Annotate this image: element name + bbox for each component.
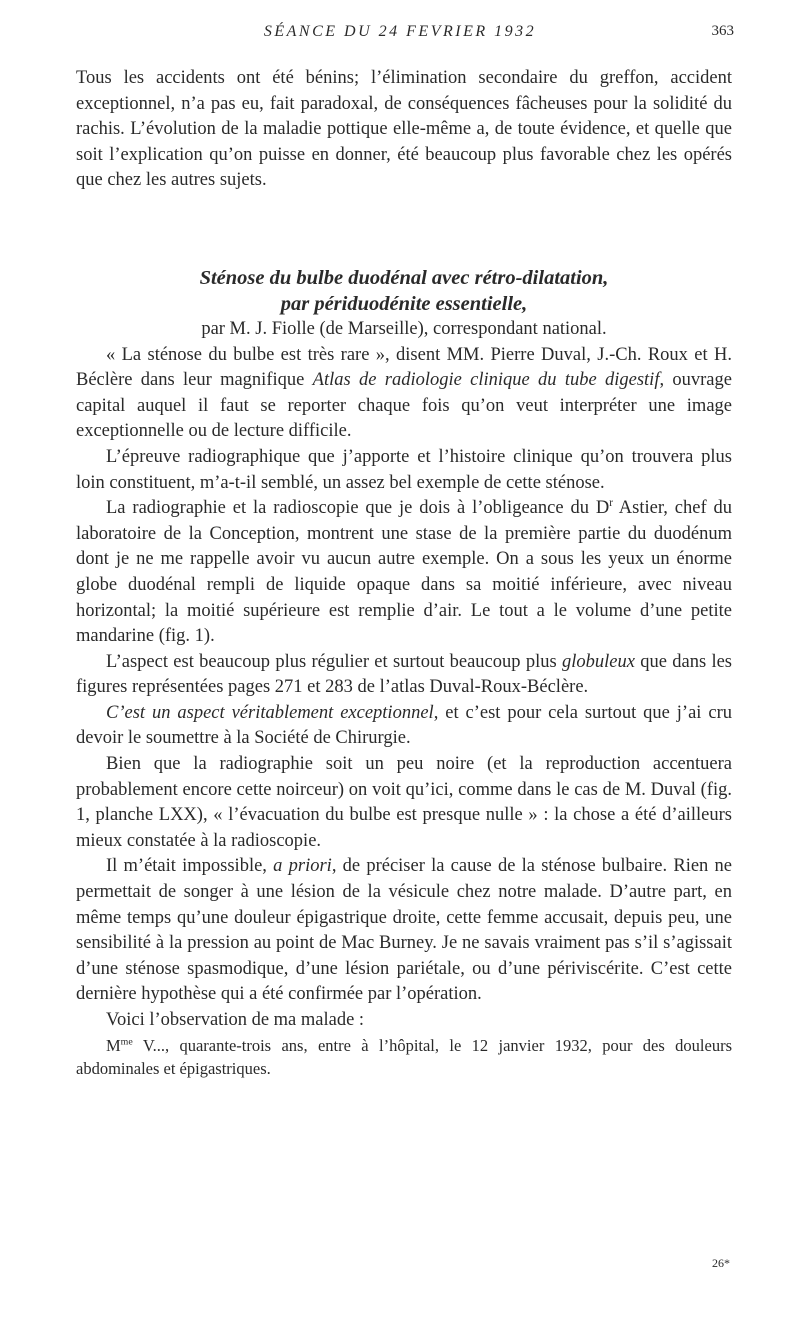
p7-text-c: , de préciser la cause de la sténose bulbaire. Rien ne permettait de songer à une lésion de la vésicule chez notre malade. D’autre part, en même temps qu’une douleur épigastrique droite, cette femme accusait, depuis peu, une sensibilité à la pression au point de Mac Burney. Je ne savais vraiment pas s’il s’agissait d’une sténose spasmodique, d’une lésion pariétale, ou d’une périviscérite. C’est cette dernière hypothèse qui a été confirmée par l’opération. — [76, 856, 732, 1005]
p1-book-title: Atlas de radiologie clinique du tube digestif — [312, 370, 660, 391]
p5-text-b: , et c’est pour cela surtout que j’ai cru devoir le soumettre à la Société de Chirurgie. — [76, 702, 732, 749]
body-paragraph-5 — [76, 701, 732, 752]
running-head — [0, 20, 800, 46]
body-paragraph-6: Bien que la radiographie soit un peu noire (et la reproduction accentuera probablement encore cette noirceur) on voit qu’ici, comme dans le cas de M. Duval (fig. 1, planche LXX), « l’évacuation du bulbe est presque nulle » : la chose a été d’ailleurs mieux constatée à la radioscopie. — [76, 754, 732, 851]
obs-text: V..., quarante-trois ans, entre à l’hôpital, le 12 janvier 1932, pour des douleurs abdominales et épigastriques. — [76, 1035, 732, 1078]
page-content — [76, 66, 732, 1080]
p7-text-a: Il m’était impossible, — [106, 856, 274, 877]
observation-paragraph — [76, 1034, 732, 1080]
article-title-line1: Sténose du bulbe duodénal avec rétro-dilatation, — [199, 266, 609, 289]
p7-italic: a priori — [273, 856, 332, 877]
body-paragraph-4 — [76, 650, 732, 701]
running-title: SÉANCE DU 24 FEVRIER 1932 — [263, 23, 537, 40]
article-byline: par M. J. Fiolle (de Marseille), correspondant national. — [201, 318, 607, 339]
body-paragraph-7 — [76, 854, 732, 1008]
p3-superscript: r — [609, 496, 613, 509]
p4-text-a: L’aspect est beaucoup plus régulier et surtout beaucoup plus — [106, 651, 562, 672]
p3-text-a: La radiographie et la radioscopie que je dois à l’obligeance du D — [106, 498, 610, 519]
body-paragraph-3 — [76, 496, 732, 650]
obs-prefix: M — [106, 1035, 121, 1055]
intro-paragraph: Tous les accidents ont été bénins; l’élimination secondaire du greffon, accident exceptionnel, n’a pas eu, fait paradoxal, de conséquences fâcheuses pour la solidité du rachis. L’évolution de la maladie pottique elle-même a, de toute évidence, et quelle que soit l’explication qu’on puisse en donner, été beaucoup plus favorable chez les opérés que chez les autres sujets. — [76, 68, 732, 191]
signature-mark: 26* — [712, 1256, 730, 1270]
p4-italic: globuleux — [561, 651, 635, 672]
p3-text-b: Astier, chef du laboratoire de la Conception, montrent une stase de la première partie du duodénum dont je ne me rappelle avoir vu aucun autre exemple. On a sous les yeux un énorme globe duodénal rempli de liquide opaque dans sa moitié inférieure, avec niveau horizontal; la moitié supérieure est remplie d’air. Le tout a le volume d’une petite mandarine (fig. 1). — [76, 498, 732, 647]
p1-text-c: , ouvrage capital auquel il faut se reporter chaque fois qu’on veut interpréter une image exceptionnelle ou de lecture difficile. — [76, 370, 732, 442]
obs-superscript: me — [120, 1036, 133, 1048]
body-paragraph-8: Voici l’observation de ma malade : — [106, 1010, 365, 1030]
article-title-line2: par périduodénite essentielle, — [280, 292, 528, 315]
page-number: 363 — [711, 23, 734, 39]
p4-text-c: que dans les figures représentées pages 271 et 283 de l’atlas Duval-Roux-Béclère. — [76, 651, 732, 698]
p5-italic: C’est un aspect véritablement exceptionnel — [106, 702, 434, 723]
body-paragraph-1 — [76, 343, 732, 445]
p1-text-a: « La sténose du bulbe est très rare », disent MM. Pierre Duval, J.-Ch. Roux et H. Béclère dans leur magnifique — [76, 344, 732, 391]
body-paragraph-2: L’épreuve radiographique que j’apporte et l’histoire clinique qu’on trouvera plus loin constituent, m’a-t-il semblé, un assez bel exemple de cette sténose. — [76, 446, 732, 493]
